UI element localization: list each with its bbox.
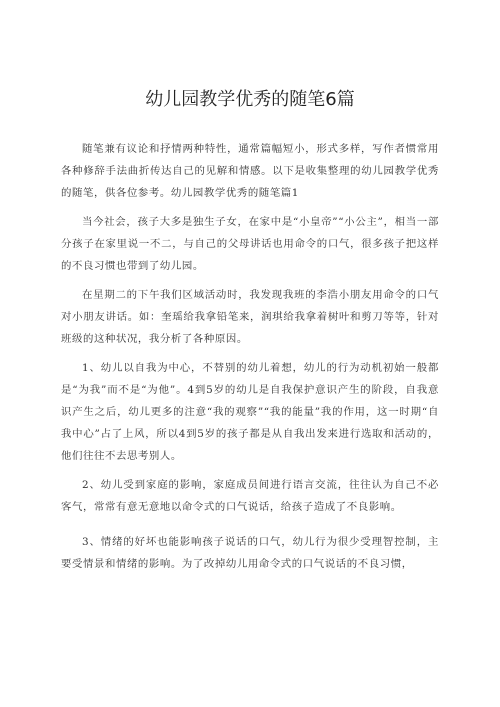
paragraph-reason-2: 2、幼儿受到家庭的影响，家庭成员间进行语言交流，往往认为自己不必客气，常常有意无意地以命令式的口气说话，给孩子造成了不良影响。	[61, 479, 439, 513]
paragraph-reason-3: 3、情绪的好坏也能影响孩子说话的口气，幼儿行为很少受理智控制，主要受情景和情绪的影响。为了改掉幼儿用命令式的口气说话的不良习惯，	[61, 536, 439, 570]
document-title: 幼儿园教学优秀的随笔6篇	[145, 89, 355, 110]
paragraph-reason-1: 1、幼儿以自我为中心，不替别的幼儿着想，幼儿的行为动机初始一般都是“为我”而不是“为他”。4到5岁的幼儿是自我保护意识产生的阶段，自我意识产生之后，幼儿更多的注意“我的观察”“我的能量”我的作用，这一时期“自我中心”占了上风，所以4到5岁的孩子都是从自我出发来进行选取和活动的，他们往往不去思考别人。	[61, 362, 439, 462]
paragraph-observation: 在星期二的下午我们区域活动时，我发现我班的李浩小朋友用命令的口气对小朋友讲话。如：奎瑶给我拿铅笔来，润琪给我拿着树叶和剪刀等等，针对班级的这种状况，我分析了各种原因。	[61, 289, 439, 345]
paragraph-intro: 随笔兼有议论和抒情两种特性，通常篇幅短小，形式多样，写作者惯常用各种修辞手法曲折传达自己的见解和情感。以下是收集整理的幼儿园教学优秀的随笔，供各位参考。幼儿园教学优秀的随笔篇1	[61, 143, 439, 199]
paragraph-society: 当今社会，孩子大多是独生子女，在家中是“小皇帝”“小公主”，相当一部分孩子在家里说一不二，与自己的父母讲话也用命令的口气，很多孩子把这样的不良习惯也带到了幼儿园。	[61, 216, 439, 272]
document-body	[61, 138, 439, 575]
